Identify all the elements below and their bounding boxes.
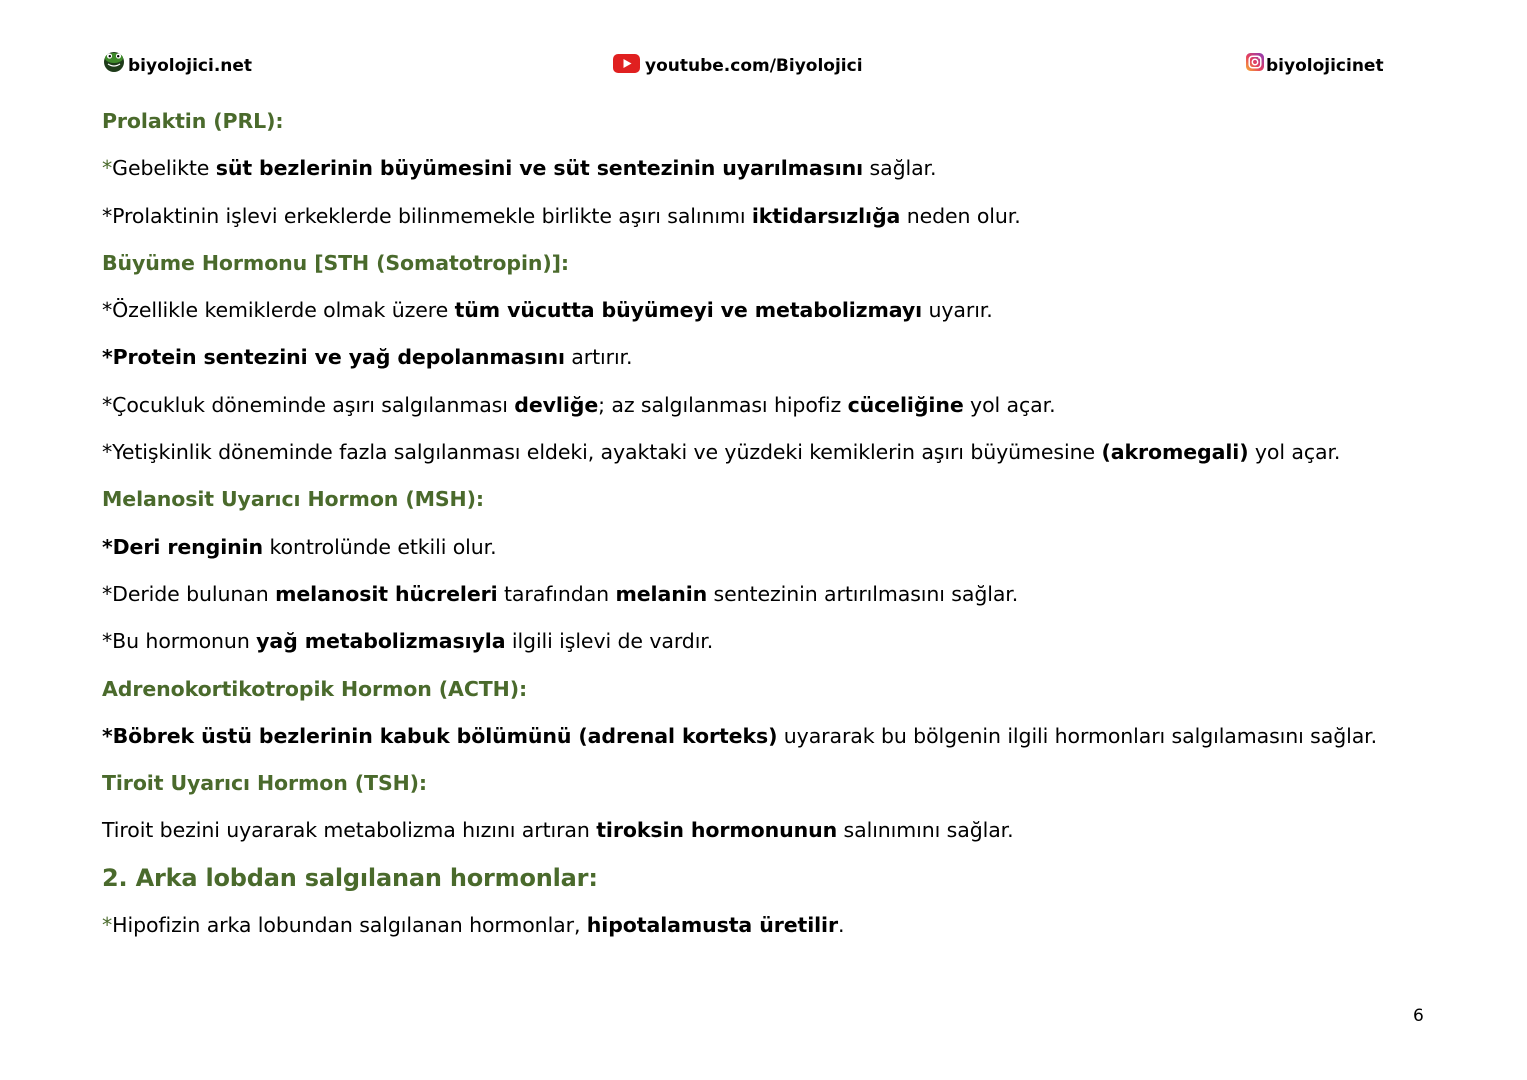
document-body [102,98,1502,949]
page-header [0,50,1527,82]
heading-arka-lob: 2. Arka lobdan salgılanan hormonlar: [102,863,598,892]
instagram-link[interactable] [1246,50,1384,82]
instagram-icon [1246,53,1264,71]
youtube-icon [613,54,640,73]
tsh-line-1: Tiroit bezini uyararak metabolizma hızını artıran tiroksin hormonunun salınımını sağlar. [102,818,1014,843]
site-brand[interactable] [102,50,252,82]
site-name: biyolojici.net [128,56,253,76]
heading-tsh: Tiroit Uyarıcı Hormon (TSH): [102,771,428,796]
msh-line-2: *Deride bulunan melanosit hücreleri tarafından melanin sentezinin artırılmasını sağlar. [102,581,1019,606]
frog-logo-icon [102,49,126,73]
heading-acth: Adrenokortikotropik Hormon (ACTH): [102,676,528,701]
page-number: 6 [1413,1006,1424,1026]
sth-line-2: *Protein sentezini ve yağ depolanmasını artırır. [102,345,633,370]
sth-line-4: *Yetişkinlik döneminde fazla salgılanması eldeki, ayaktaki ve yüzdeki kemiklerin aşırı büyümesine (akromegali) yol açar. [102,440,1341,465]
prl-line-1: *Gebelikte süt bezlerinin büyümesini ve süt sentezinin uyarılmasını sağlar. [102,156,937,181]
heading-msh: Melanosit Uyarıcı Hormon (MSH): [102,487,484,512]
youtube-link[interactable] [613,50,863,82]
prl-line-2: *Prolaktinin işlevi erkeklerde bilinmemekle birlikte aşırı salınımı iktidarsızlığa neden olur. [102,203,1021,228]
msh-line-3: *Bu hormonun yağ metabolizmasıyla ilgili işlevi de vardır. [102,629,714,654]
msh-line-1: *Deri renginin kontrolünde etkili olur. [102,534,497,559]
sth-line-1: *Özellikle kemiklerde olmak üzere tüm vücutta büyümeyi ve metabolizmayı uyarır. [102,298,993,323]
heading-prolaktin: Prolaktin (PRL): [102,109,284,133]
youtube-label: youtube.com/Biyolojici [645,56,863,76]
sth-line-3: *Çocukluk döneminde aşırı salgılanması devliğe; az salgılanması hipofiz cüceliğine yol açar. [102,392,1056,417]
instagram-label: biyolojicinet [1266,56,1384,76]
arka-line-1: *Hipofizin arka lobundan salgılanan hormonlar, hipotalamusta üretilir. [102,913,845,938]
acth-line-1: *Böbrek üstü bezlerinin kabuk bölümünü (adrenal korteks) uyararak bu bölgenin ilgili hormonları salgılamasını sağlar. [102,723,1378,748]
heading-buyume-hormonu: Büyüme Hormonu [STH (Somatotropin)]: [102,250,570,275]
